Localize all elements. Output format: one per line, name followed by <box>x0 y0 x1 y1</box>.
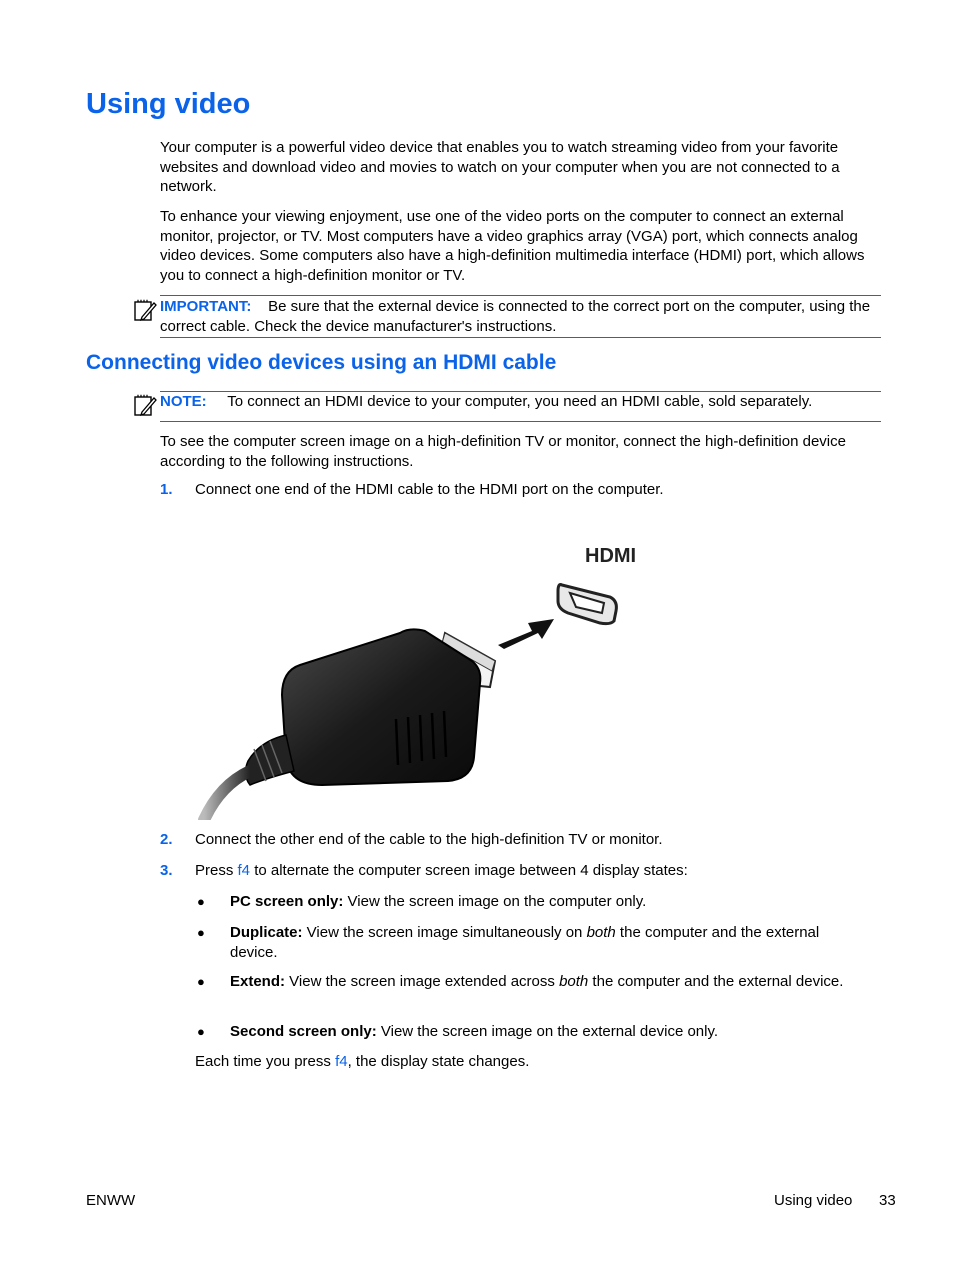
footer-left: ENWW <box>86 1192 136 1209</box>
page-number: 33 <box>879 1192 896 1209</box>
important-callout <box>160 295 881 338</box>
bullet-marker: ● <box>197 974 205 989</box>
note-pad-icon <box>133 299 157 327</box>
hdmi-port-label: HDMI <box>585 545 637 567</box>
hdmi-illustration <box>190 535 650 820</box>
list-item: Second screen only: View the screen image on the external device only. <box>230 1023 719 1040</box>
step-number: 2. <box>160 831 173 848</box>
note-callout <box>160 391 881 422</box>
step-text: Press f4 to alternate the computer screen image between 4 display states: <box>195 862 688 879</box>
closing-text: Each time you press f4, the display state changes. <box>195 1053 530 1070</box>
arrow-icon <box>498 619 554 649</box>
important-text: Be sure that the external device is connected to the correct port on the computer, using the correct cable. Check the device manufacturer's instructions. <box>160 298 871 335</box>
bullet-marker: ● <box>197 925 205 940</box>
list-item: Duplicate: View the screen image simultaneously on both the computer and the external device. <box>230 924 820 961</box>
list-item: Extend: View the screen image extended across both the computer and the external device. <box>230 973 844 990</box>
note-text: To connect an HDMI device to your computer, you need an HDMI cable, sold separately. <box>227 393 813 410</box>
step-number: 3. <box>160 862 173 879</box>
section-intro: To see the computer screen image on a high-definition TV or monitor, connect the high-definition device according to the following instructions. <box>160 433 846 470</box>
intro-paragraph-1: Your computer is a powerful video device that enables you to watch streaming video from your favorite websites and download video and movies to watch on your computer when you are not connected to a network. <box>160 139 840 195</box>
key-f4-link[interactable]: f4 <box>335 1053 348 1070</box>
step-text: Connect the other end of the cable to the high-definition TV or monitor. <box>195 831 663 848</box>
key-f4-link[interactable]: f4 <box>237 862 251 879</box>
step-text: Connect one end of the HDMI cable to the HDMI port on the computer. <box>195 481 664 498</box>
hdmi-port-icon <box>558 585 616 624</box>
page-title: Using video <box>86 88 251 120</box>
important-label: IMPORTANT: <box>160 298 252 315</box>
footer-section: Using video <box>774 1192 853 1209</box>
section-heading: Connecting video devices using an HDMI cable <box>86 351 557 374</box>
note-label: NOTE: <box>160 393 207 410</box>
bullet-marker: ● <box>197 1024 205 1039</box>
step-number: 1. <box>160 481 173 498</box>
intro-paragraph-2: To enhance your viewing enjoyment, use one of the video ports on the computer to connect an external monitor, projector, or TV. Most computers have a video graphics array (VGA) port, which connects analog video devices. Some computers also have a high-definition multimedia interface (HDMI) port, which allows you to connect a high-definition monitor or TV. <box>160 208 865 284</box>
list-item: PC screen only: View the screen image on the computer only. <box>230 893 647 910</box>
bullet-marker: ● <box>197 894 205 909</box>
note-pad-icon <box>133 394 157 422</box>
